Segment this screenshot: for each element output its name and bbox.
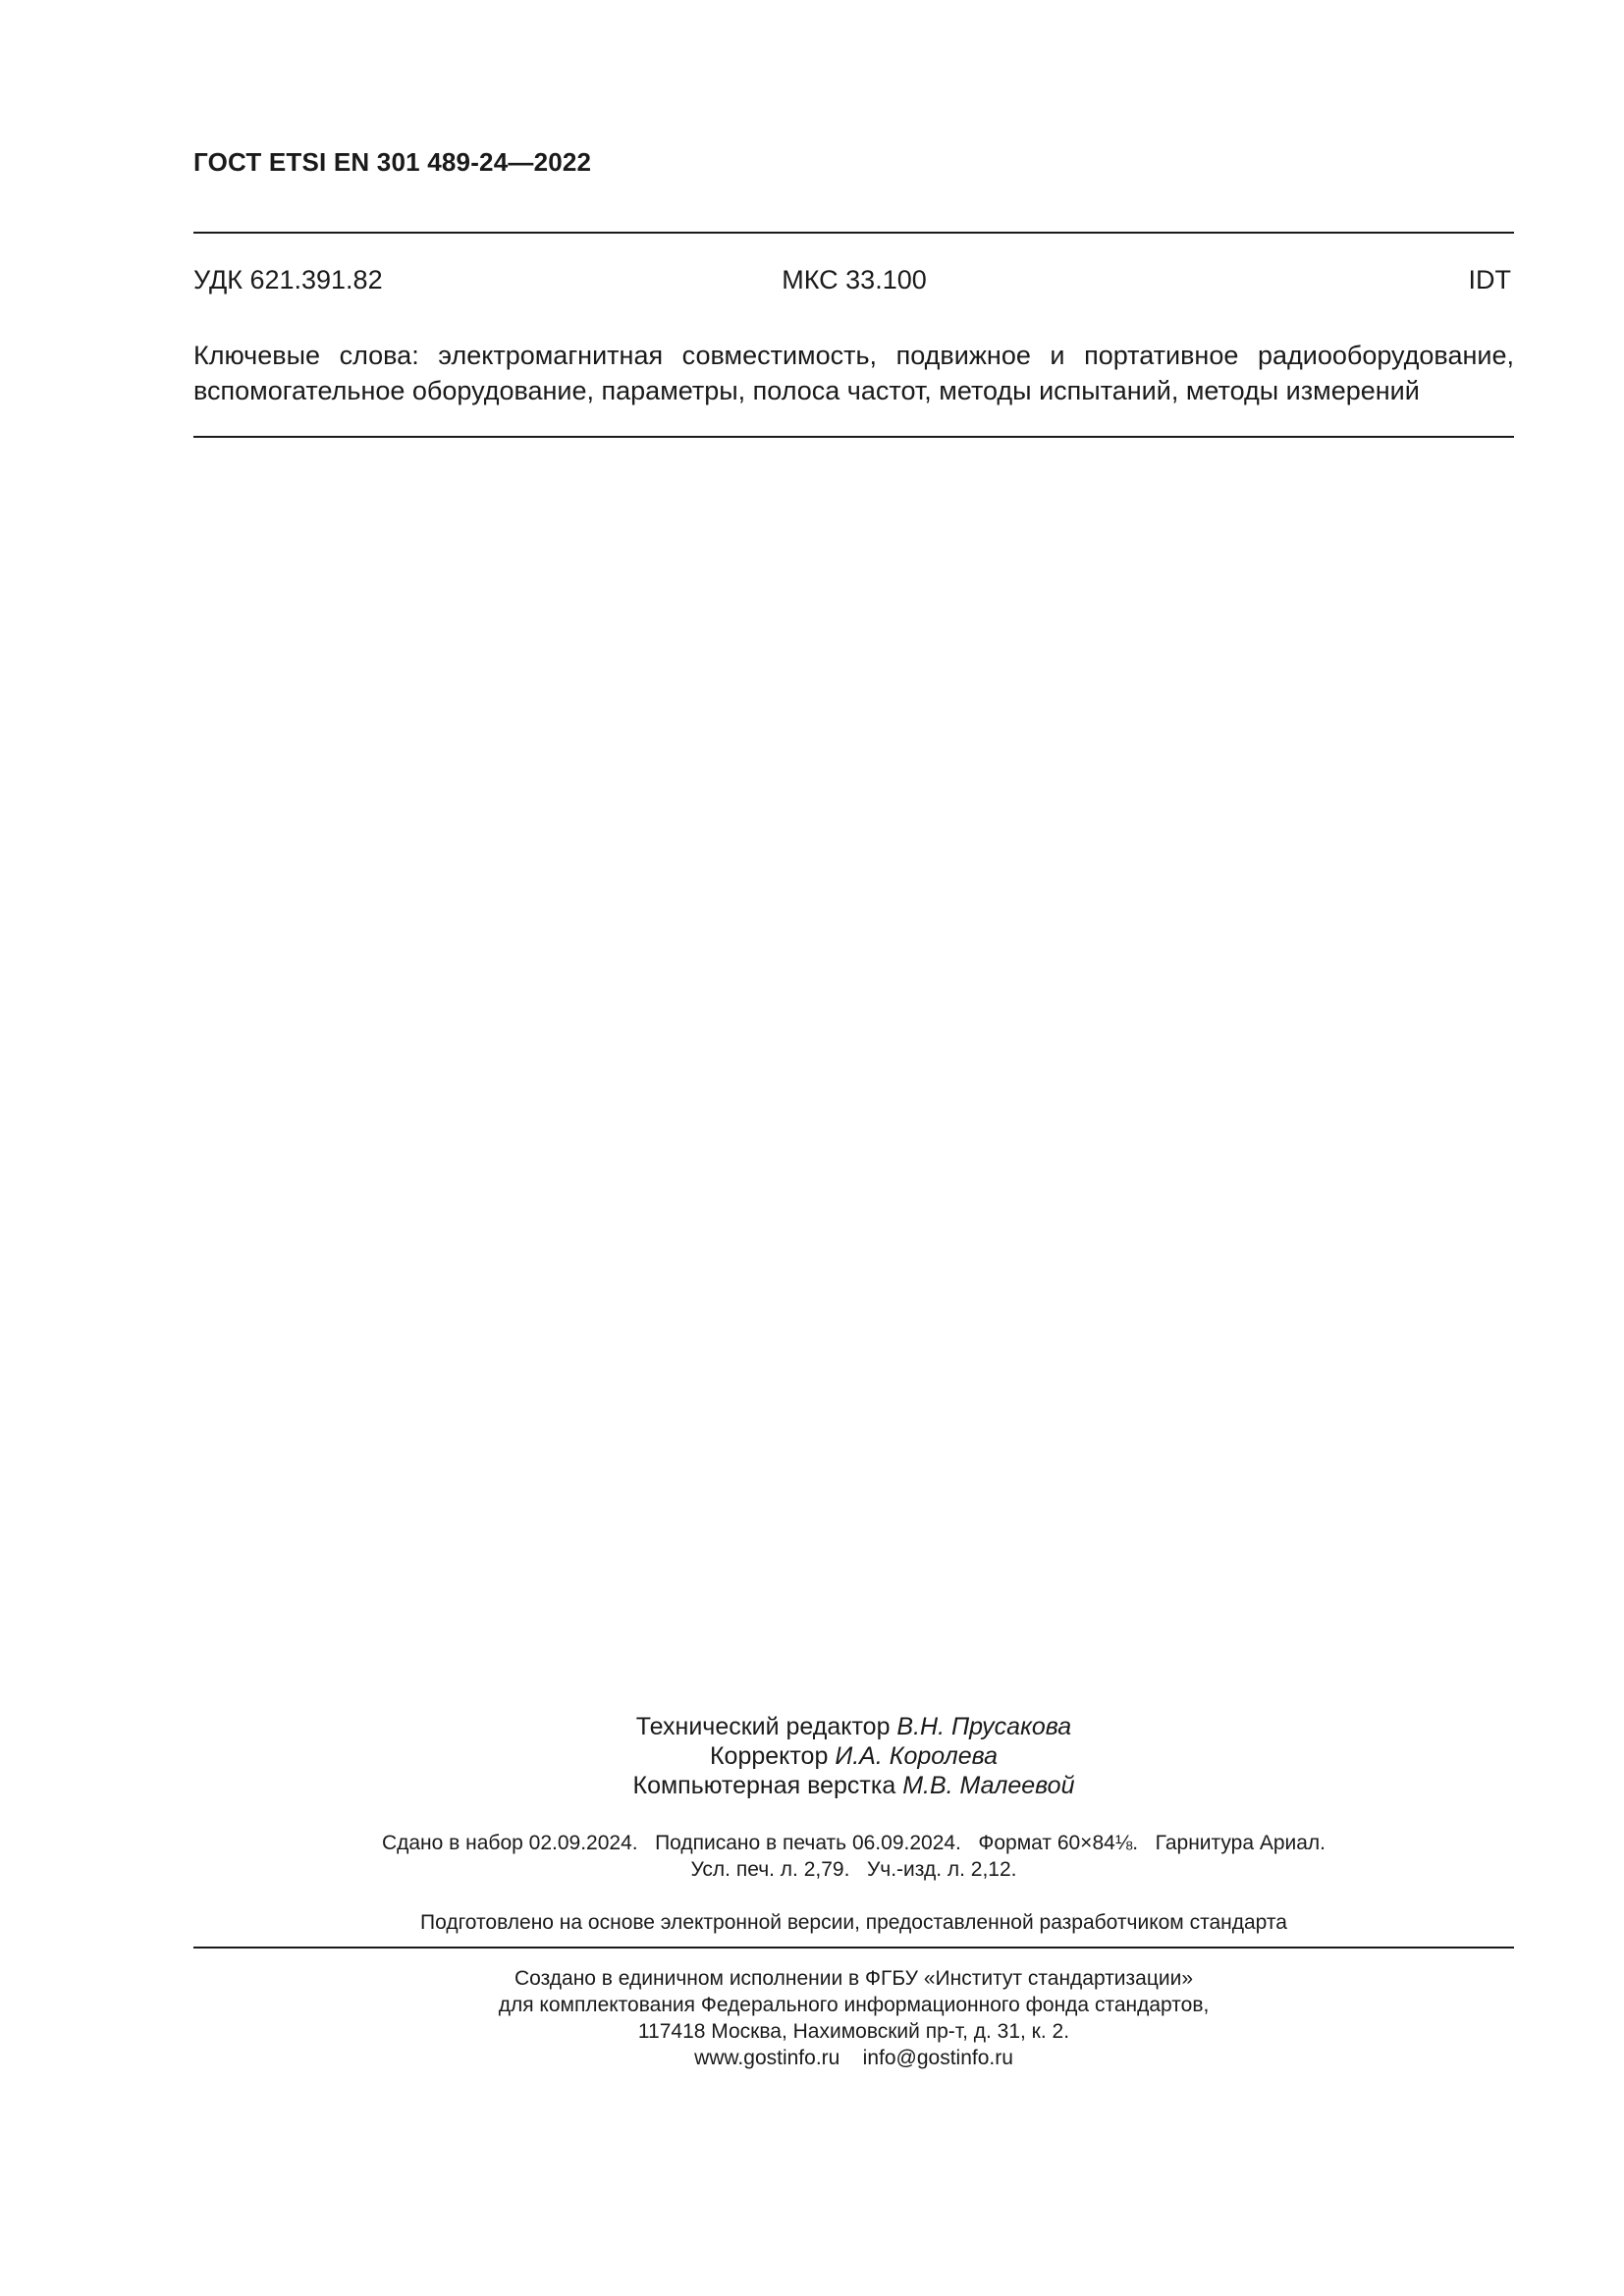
credit-proofreader [193, 1741, 1514, 1771]
classification-row [193, 265, 1511, 300]
keywords-divider [193, 436, 1514, 438]
footer-contacts: www.gostinfo.ru info@gostinfo.ru [694, 2047, 1013, 2069]
credit-tech-editor [193, 1712, 1514, 1741]
document-code: ГОСТ ETSI EN 301 489-24—2022 [193, 147, 592, 177]
credit-person: И.А. Королева [835, 1742, 999, 1770]
publisher-footer [193, 1965, 1514, 2071]
credit-role: Технический редактор [635, 1713, 897, 1740]
print-info-line: Сдано в набор 02.09.2024. Подписано в печать 06.09.2024. Формат 60×84⅛. Гарнитура Ариал. [381, 1832, 1326, 1854]
footer-divider [193, 1947, 1514, 1949]
credit-layout [193, 1771, 1514, 1800]
footer-line: для комплектования Федерального информационного фонда стандартов, [498, 1994, 1210, 2016]
prepared-note: Подготовлено на основе электронной версии, предоставленной разработчиком стандарта [420, 1911, 1287, 1934]
footer-line: 117418 Москва, Нахимовский пр-т, д. 31, к. 2. [637, 2020, 1070, 2043]
footer-line: Создано в единичном исполнении в ФГБУ «Институт стандартизации» [514, 1967, 1194, 1990]
idt-code: IDT [1468, 265, 1511, 294]
keywords-line: Ключевые слова: электромагнитная совместимость, подвижное и портативное радиооборудование, [193, 341, 1514, 370]
credit-role: Компьютерная верстка [632, 1772, 903, 1799]
keywords-line: вспомогательное оборудование, параметры, полоса частот, методы испытаний, методы измерений [193, 376, 1420, 405]
print-info-line: Усл. печ. л. 2,79. Уч.-изд. л. 2,12. [690, 1858, 1017, 1881]
mks-code: МКС 33.100 [782, 265, 927, 294]
udk-code: УДК 621.391.82 [193, 265, 383, 294]
credit-role: Корректор [709, 1742, 836, 1770]
credit-person: В.Н. Прусакова [896, 1713, 1072, 1740]
top-divider [193, 232, 1514, 234]
credit-person: М.В. Малеевой [902, 1772, 1075, 1799]
keywords-block [193, 338, 1514, 408]
